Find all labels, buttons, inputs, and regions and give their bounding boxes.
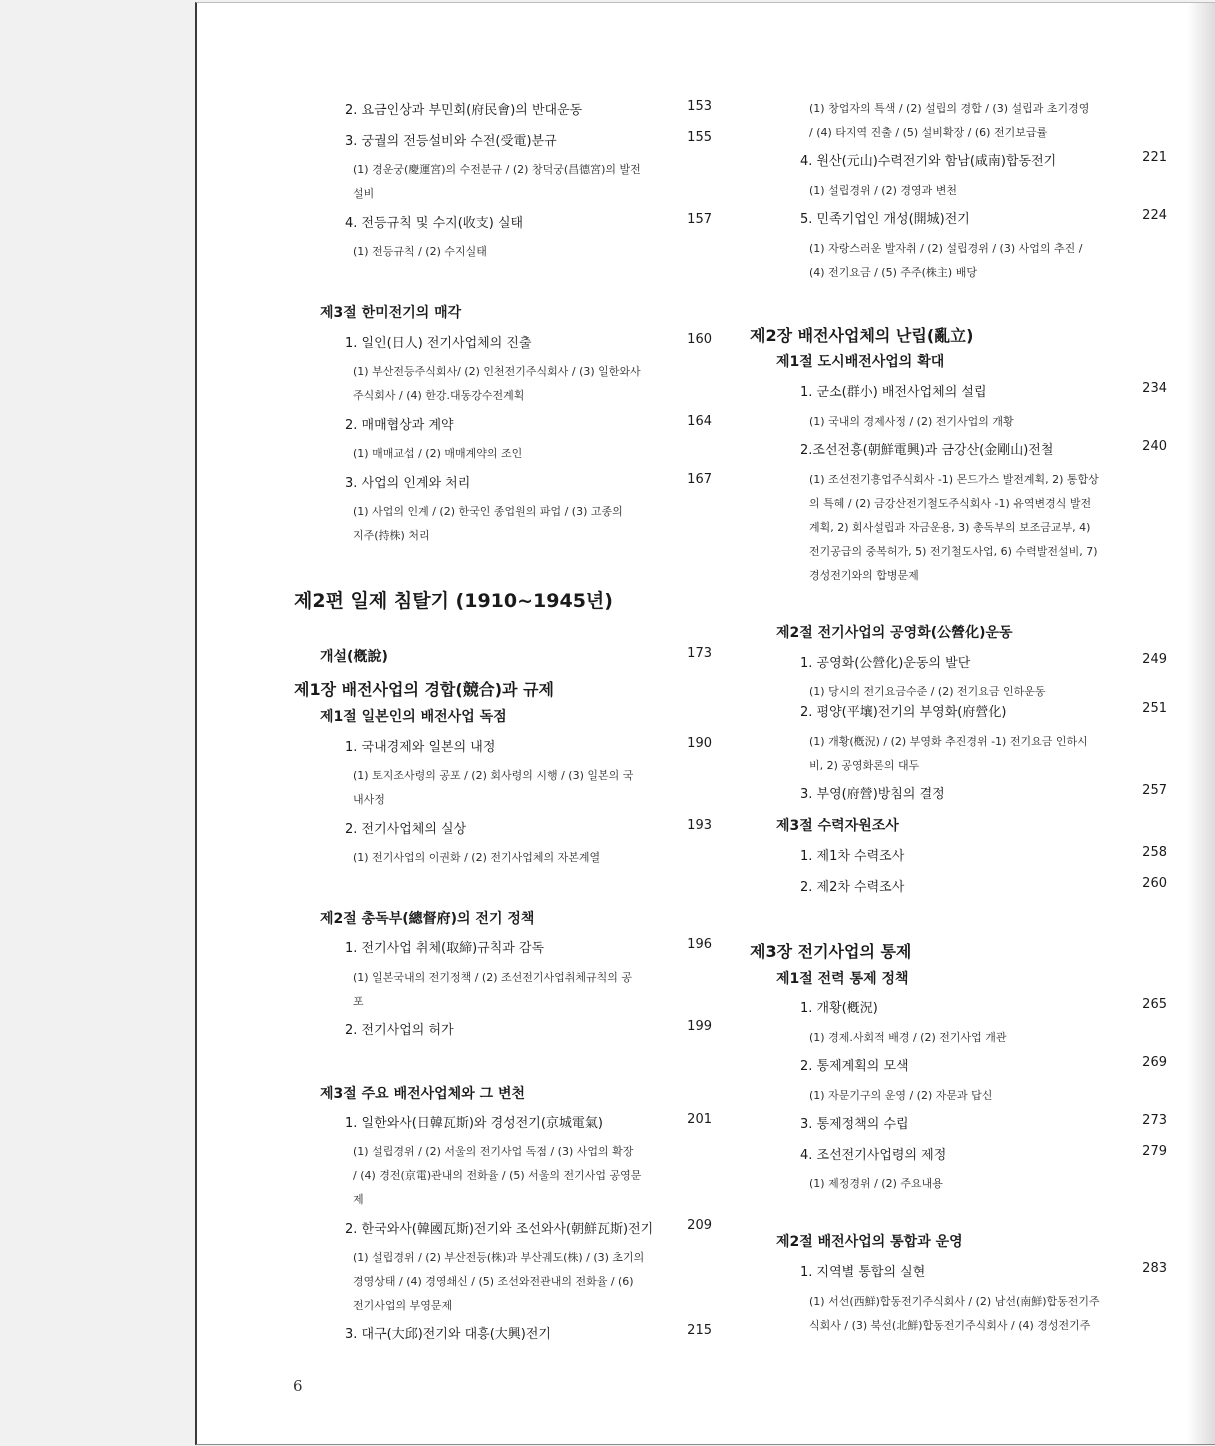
toc-subentry: (1) 경운궁(慶運宮)의 수전분규 / (2) 창덕궁(昌德宮)의 발전 [353,163,641,176]
toc-entry: 4. 조선전기사업령의 제정 [800,1148,947,1163]
toc-subentry: (1) 사업의 인계 / (2) 한국인 종업원의 파업 / (3) 고종의 [353,505,623,518]
toc-page-number: 199 [687,1019,712,1034]
toc-page-number: 193 [687,818,712,833]
toc-subentry: (1) 일본국내의 전기정책 / (2) 조선전기사업취체규칙의 공 [353,971,632,984]
section-heading: 제3절 수력자원조사 [776,818,899,834]
toc-page-number: 224 [1142,208,1167,223]
toc-page-number: 251 [1142,701,1167,716]
toc-entry: 2. 전기사업의 허가 [345,1023,454,1038]
toc-subentry: (1) 당시의 전기요금수준 / (2) 전기요금 인하운동 [809,685,1046,698]
toc-subentry: (1) 제정경위 / (2) 주요내용 [809,1177,943,1190]
toc-subentry: (1) 경제.사회적 배경 / (2) 전기사업 개관 [809,1031,1007,1044]
toc-subentry: / (4) 경전(京電)관내의 전화율 / (5) 서울의 전기사업 공영문 [353,1169,642,1182]
page-folio-number: 6 [293,1377,303,1395]
toc-subentry: (4) 전기요금 / (5) 주주(株主) 배당 [809,266,977,279]
toc-subentry: (1) 조선전기흥업주식회사 -1) 몬드가스 발전계획, 2) 통합상 [809,473,1099,486]
toc-entry: 3. 통제정책의 수립 [800,1117,909,1132]
toc-subentry: 전기사업의 부영문제 [353,1299,453,1312]
toc-subentry: (1) 전등규칙 / (2) 수지실태 [353,245,487,258]
toc-entry: 2. 요금인상과 부민회(府民會)의 반대운동 [345,103,583,118]
section-heading: 제2절 총독부(總督府)의 전기 정책 [320,911,535,927]
toc-entry: 2. 전기사업체의 실상 [345,822,467,837]
toc-page-number: 249 [1142,652,1167,667]
toc-page-number: 258 [1142,845,1167,860]
toc-page [195,2,1215,1445]
toc-subentry: 경성전기와의 합병문제 [809,569,919,582]
toc-entry: 2. 한국와사(韓國瓦斯)전기와 조선와사(朝鮮瓦斯)전기 [345,1222,654,1237]
toc-entry: 1. 공영화(公營化)운동의 발단 [800,656,971,671]
section-heading: 제1절 일본인의 배전사업 독점 [320,709,507,725]
toc-entry: 1. 지역별 통합의 실현 [800,1265,926,1280]
toc-page-number: 269 [1142,1055,1167,1070]
toc-page-number: 209 [687,1218,712,1233]
section-heading: 제3절 한미전기의 매각 [320,305,462,321]
chapter-heading: 제2장 배전사업체의 난립(亂立) [750,326,974,345]
toc-subentry: 주식회사 / (4) 한강.대동강수전계획 [353,389,525,402]
section-heading: 개설(槪說) [320,649,388,665]
toc-subentry: (1) 서선(西鮮)합동전기주식회사 / (2) 남선(南鮮)합동전기주 [809,1295,1100,1308]
toc-subentry: (1) 전기사업의 이권화 / (2) 전기사업체의 자본계열 [353,851,601,864]
toc-subentry: (1) 개황(槪況) / (2) 부영화 추진경위 -1) 전기요금 인하시 [809,735,1088,748]
toc-subentry: (1) 자문기구의 운영 / (2) 자문과 답신 [809,1089,993,1102]
toc-entry: 1. 국내경제와 일본의 내정 [345,740,496,755]
part-heading: 제2편 일제 침탈기 (1910~1945년) [294,590,613,612]
chapter-heading: 제3장 전기사업의 통제 [750,942,912,961]
toc-entry: 4. 전등규칙 및 수지(收支) 실태 [345,216,524,231]
toc-subentry: / (4) 타지역 진출 / (5) 설비확장 / (6) 전기보급률 [809,126,1048,139]
toc-page-number: 153 [687,99,712,114]
toc-page-number: 273 [1142,1113,1167,1128]
toc-entry: 5. 민족기업인 개성(開城)전기 [800,212,970,227]
toc-page-number: 201 [687,1112,712,1127]
toc-subentry: (1) 자랑스러운 발자취 / (2) 설립경위 / (3) 사업의 추진 / [809,242,1083,255]
toc-page-number: 240 [1142,439,1167,454]
toc-entry: 1. 전기사업 취체(取締)규칙과 감독 [345,941,545,956]
toc-subentry: (1) 부산전등주식회사/ (2) 인천전기주식회사 / (3) 일한와사 [353,365,641,378]
toc-subentry: 식회사 / (3) 북선(北鮮)합동전기주식회사 / (4) 경성전기주 [809,1319,1091,1332]
toc-subentry: 포 [353,995,364,1008]
toc-page-number: 157 [687,212,712,227]
toc-entry: 1. 군소(群小) 배전사업체의 설립 [800,385,987,400]
toc-subentry: 지주(持株) 처리 [353,529,430,542]
toc-subentry: 경영상태 / (4) 경영쇄신 / (5) 조선와전관내의 전화율 / (6) [353,1275,634,1288]
toc-page-number: 173 [687,646,712,661]
toc-entry: 1. 제1차 수력조사 [800,849,905,864]
toc-subentry: (1) 국내의 경제사정 / (2) 전기사업의 개황 [809,415,1014,428]
toc-subentry: 전기공급의 중복허가, 5) 전기철도사업, 6) 수력발전설비, 7) [809,545,1098,558]
toc-page-number: 234 [1142,381,1167,396]
toc-page-number: 279 [1142,1144,1167,1159]
toc-page-number: 196 [687,937,712,952]
toc-page-number: 155 [687,130,712,145]
toc-subentry: 설비 [353,187,375,200]
toc-subentry: (1) 설립경위 / (2) 서울의 전기사업 독점 / (3) 사업의 확장 [353,1145,634,1158]
toc-entry: 3. 사업의 인계와 처리 [345,476,471,491]
toc-page-number: 221 [1142,150,1167,165]
toc-page-number: 190 [687,736,712,751]
toc-entry: 2. 매매협상과 계약 [345,418,454,433]
chapter-heading: 제1장 배전사업의 경합(競合)과 규제 [294,680,554,699]
toc-entry: 1. 개황(槪況) [800,1001,878,1016]
toc-entry: 3. 부영(府營)방침의 결정 [800,787,945,802]
toc-subentry: 비, 2) 공영화론의 대두 [809,759,920,772]
toc-subentry: 제 [353,1193,364,1206]
toc-subentry: (1) 설립경위 / (2) 부산전등(株)과 부산궤도(株) / (3) 초기의 [353,1251,645,1264]
toc-page-number: 160 [687,332,712,347]
toc-page-number: 265 [1142,997,1167,1012]
section-heading: 제2절 배전사업의 통합과 운영 [776,1234,963,1250]
toc-subentry: 내사정 [353,793,385,806]
toc-entry: 2.조선전흥(朝鮮電興)과 금강산(金剛山)전철 [800,443,1054,458]
toc-subentry: (1) 창업자의 특색 / (2) 설립의 경합 / (3) 설립과 초기경영 [809,102,1090,115]
section-heading: 제1절 도시배전사업의 확대 [776,354,945,370]
toc-page-number: 215 [687,1323,712,1338]
toc-entry: 2. 제2차 수력조사 [800,880,905,895]
toc-page-number: 260 [1142,876,1167,891]
toc-page-number: 167 [687,472,712,487]
toc-subentry: (1) 토지조사령의 공포 / (2) 회사령의 시행 / (3) 일본의 국 [353,769,634,782]
section-heading: 제2절 전기사업의 공영화(公營化)운동 [776,625,1013,641]
toc-subentry: 계획, 2) 회사설립과 자금운용, 3) 총독부의 보조금교부, 4) [809,521,1091,534]
toc-page-number: 283 [1142,1261,1167,1276]
toc-entry: 3. 궁궐의 전등설비와 수전(受電)분규 [345,134,557,149]
toc-entry: 4. 원산(元山)수력전기와 함남(咸南)합동전기 [800,154,1057,169]
toc-page-number: 164 [687,414,712,429]
section-heading: 제3절 주요 배전사업체와 그 변천 [320,1086,526,1102]
toc-subentry: (1) 매매교섭 / (2) 매매계약의 조인 [353,447,523,460]
toc-entry: 1. 일한와사(日韓瓦斯)와 경성전기(京城電氣) [345,1116,603,1131]
toc-subentry: 의 특혜 / (2) 금강산전기철도주식회사 -1) 유역변경식 발전 [809,497,1092,510]
toc-entry: 3. 대구(大邱)전기와 대흥(大興)전기 [345,1327,551,1342]
toc-entry: 2. 평양(平壤)전기의 부영화(府營化) [800,705,1007,720]
toc-page-number: 257 [1142,783,1167,798]
toc-subentry: (1) 설립경위 / (2) 경영과 변천 [809,184,957,197]
toc-entry: 1. 일인(日人) 전기사업체의 진출 [345,336,532,351]
toc-entry: 2. 통제계획의 모색 [800,1059,909,1074]
section-heading: 제1절 전력 통제 정책 [776,971,909,987]
